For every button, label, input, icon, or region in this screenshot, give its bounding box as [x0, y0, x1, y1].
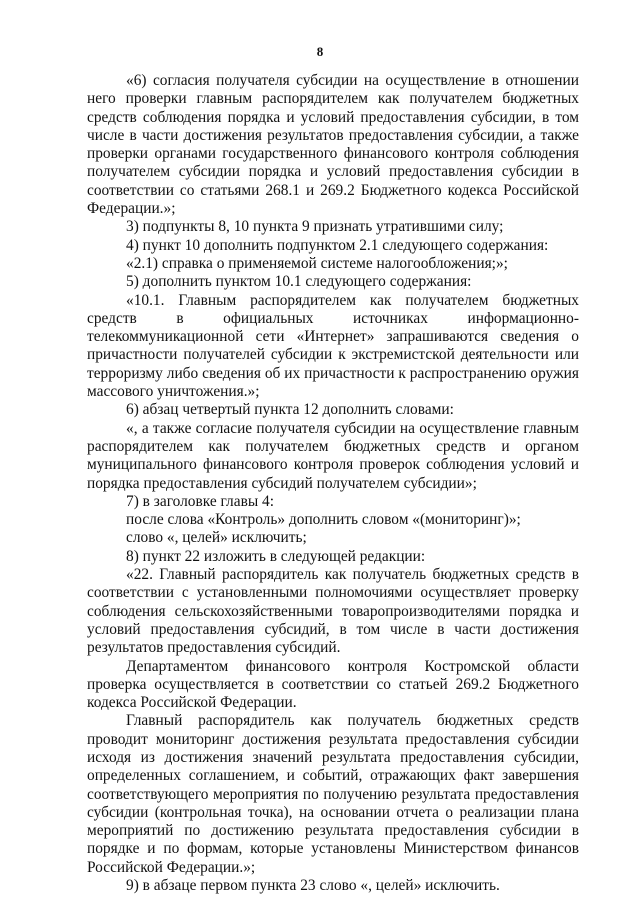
paragraph-item-8: 8) пункт 22 изложить в следующей редакции: [126, 547, 426, 565]
paragraph-point-12-addition: «, а также согласие получателя субсидии на осуществление главным распорядителем как получателем бюджетных средств и органом муниципального финансового контроля проверок соблюдения условий и порядка предоставления субсидий получателем субсидии»; [87, 419, 579, 492]
paragraph-financial-control-department: Департаментом финансового контроля Костромской области проверка осуществляется в соответствии со статьей 269.2 Бюджетного кодекса Российской Федерации. [87, 657, 579, 712]
paragraph-chapter-4-title-change: после слова «Контроль» дополнить словом «(мониторинг)»; [126, 511, 521, 529]
paragraph-point-22: «22. Главный распорядитель как получатель бюджетных средств в соответствии с установленными полномочиями осуществляет проверку соблюдения сельскохозяйственными товаропроизводителями порядка и условий предоставления субсидий, в том числе в части достижения результатов предоставления субсидий. [87, 566, 579, 657]
paragraph-item-7: 7) в заголовке главы 4: [126, 492, 274, 510]
paragraph-item-9: 9) в абзаце первом пункта 23 слово «, целей» исключить. [126, 877, 500, 895]
document-body [87, 72, 579, 895]
paragraph-monitoring: Главный распорядитель как получатель бюджетных средств проводит мониторинг достижения результата предоставления субсидии исходя из достижения значений результата предоставления субсидии, определенных соглашением, и событий, отражающих факт завершения соответствующего мероприятия по получению результата предоставления субсидии (контрольная точка), на основании отчета о реализации плана мероприятий по достижению результата предоставления субсидии в порядке и по формам, которые установлены Министерством финансов Российской Федерации.»; [87, 712, 579, 876]
page-number: 8 [316, 44, 324, 59]
paragraph-chapter-4-word-removal: слово «, целей» исключить; [126, 529, 307, 547]
paragraph-item-4: 4) пункт 10 дополнить подпунктом 2.1 следующего содержания: [126, 236, 549, 254]
paragraph-point-10-1: «10.1. Главным распорядителем как получателем бюджетных средств в официальных источниках информационно-телекоммуникационной сети «Интернет» запрашиваются сведения о причастности получателей субсидии к экстремистской деятельности или терроризму либо сведения об их причастности к распространению оружия массового уничтожения.»; [87, 291, 579, 401]
paragraph-amendment-6: «6) согласия получателя субсидии на осуществление в отношении него проверки главным распорядителем как получателем бюджетных средств соблюдения порядка и условий предоставления субсидии, в том числе в части достижения результатов предоставления субсидии, а также проверки органами государственного финансового контроля соблюдения получателем субсидии порядка и условий предоставления субсидии в соответствии со статьями 268.1 и 269.2 Бюджетного кодекса Российской Федерации.»; [87, 72, 579, 218]
paragraph-item-5: 5) дополнить пунктом 10.1 следующего содержания: [126, 273, 472, 291]
paragraph-item-3: 3) подпункты 8, 10 пункта 9 признать утратившими силу; [126, 218, 504, 236]
paragraph-item-6: 6) абзац четвертый пункта 12 дополнить словами: [126, 401, 454, 419]
paragraph-subitem-2-1: «2.1) справка о применяемой системе налогообложения;»; [126, 254, 508, 272]
